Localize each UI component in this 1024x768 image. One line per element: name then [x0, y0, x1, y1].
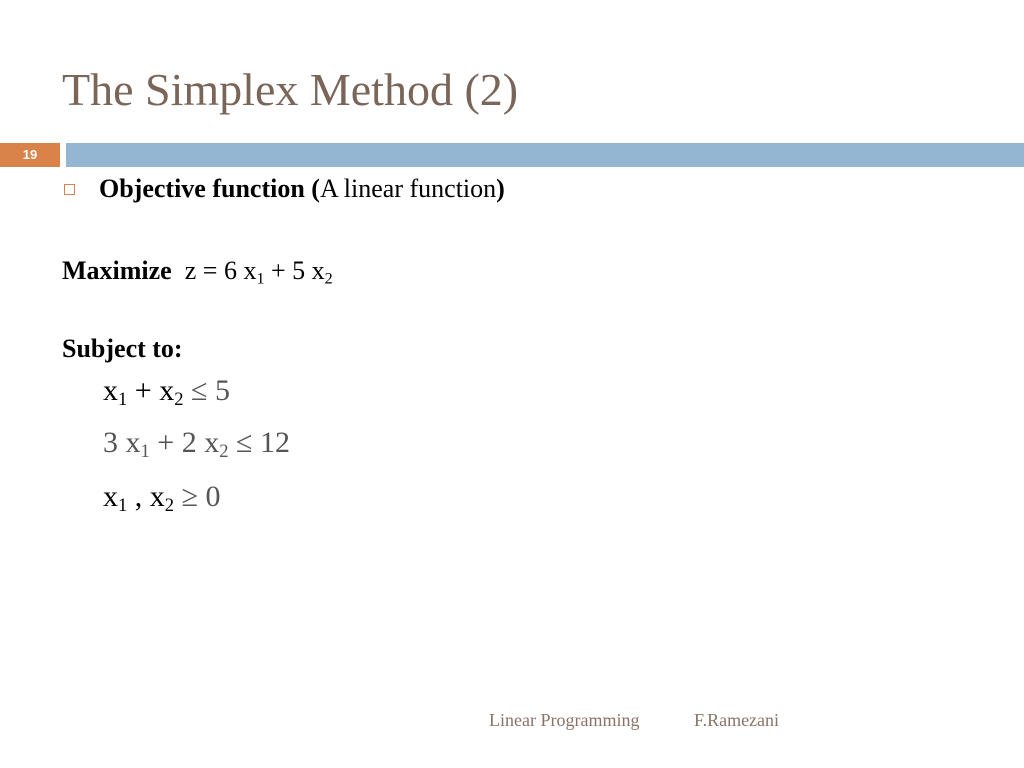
constraint-2: [103, 426, 290, 463]
constraint-3: [103, 480, 221, 517]
c2-term1: 3 x: [103, 426, 141, 459]
c3-relation: ≥ 0: [174, 480, 221, 513]
c2-relation: ≤ 12: [228, 426, 290, 459]
objective-sub2: 2: [324, 270, 333, 288]
c1-relation: ≤ 5: [183, 374, 230, 407]
footer-course: Linear Programming: [489, 710, 640, 730]
objective-sub1: 1: [256, 270, 265, 288]
footer-author: F.Ramezani: [694, 710, 780, 730]
page-number: 19: [0, 143, 60, 167]
c1-sub1: 1: [118, 389, 128, 411]
slide-title: The Simplex Method (2): [62, 64, 519, 115]
subject-to-heading: Subject to:: [62, 334, 183, 363]
c2-sub1: 1: [140, 441, 150, 463]
square-bullet-icon: [64, 184, 75, 195]
c3-var1: x: [103, 480, 118, 513]
c3-sep: , x: [127, 480, 165, 513]
c2-op: + 2 x: [149, 426, 220, 459]
c1-op: + x: [127, 374, 175, 407]
c3-sub1: 1: [118, 495, 128, 517]
objective-bullet: [62, 172, 505, 206]
objective-equation: [62, 256, 333, 286]
c2-sub2: 2: [219, 441, 229, 463]
bullet-normal-text: A linear function: [319, 174, 497, 203]
constraint-1: [103, 374, 230, 411]
c3-sub2: 2: [164, 495, 175, 517]
maximize-label: Maximize: [62, 256, 172, 285]
title-underline-bar: [66, 143, 1024, 167]
c1-sub2: 2: [174, 389, 184, 411]
c1-var1: x: [103, 374, 118, 407]
bullet-bold-label: Objective function (: [99, 174, 320, 203]
objective-expr-prefix: z = 6 x: [184, 256, 257, 285]
bullet-bold-close: ): [496, 174, 505, 203]
objective-expr-mid: + 5 x: [264, 256, 325, 285]
